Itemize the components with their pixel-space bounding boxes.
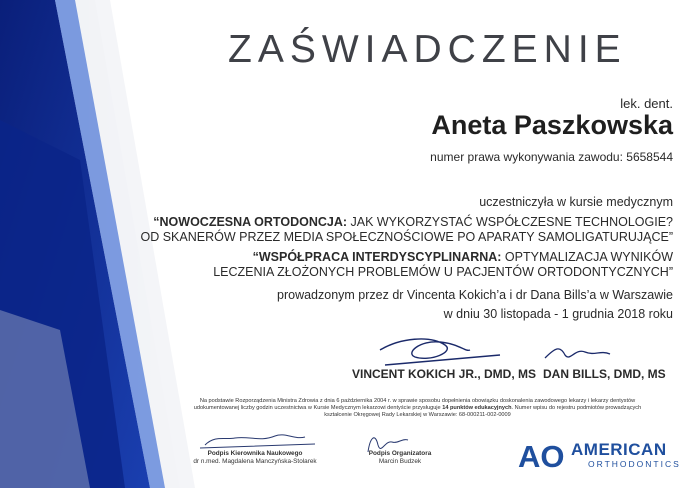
course1-rest: JAK WYKORZYSTAĆ WSPÓŁCZESNE TECHNOLOGIE? [347,215,673,229]
logo-subtitle: ORTHODONTICS [588,459,681,469]
scientific-director-role: Podpis Kierownika Naukowego [207,450,303,457]
logo-name: AMERICAN [571,440,667,459]
course-title-1 [141,215,674,245]
signature-scientific-scribble [200,435,315,448]
course1-line2: OD SKANERÓW PRZEZ MEDIA SPOŁECZNOŚCIOWE PO APARATY SAMOLIGATURUJĄCE” [140,230,673,244]
course2-rest: OPTYMALIZACJA WYNIKÓW [501,250,673,264]
certificate-title: ZAŚWIADCZENIE [228,28,627,71]
signature-name-bills: DAN BILLS, DMD, MS [543,367,666,381]
course-date: w dniu 30 listopada - 1 grudnia 2018 roku [443,307,673,321]
signature-name-kokich: VINCENT KOKICH JR., DMD, MS [352,367,537,381]
organizer-signature [350,450,450,466]
organizer-name: Marcin Budzek [378,458,422,465]
signature-bills-scribble [545,349,610,358]
course-title-2 [213,250,673,280]
legal-line-3: kształcenie Okręgowej Rady Lekarskiej w Warszawie: 68-000211-002-0009 [324,412,511,418]
license-number: 5658544 [626,150,673,164]
legal-line-1: Na podstawie Rozporządzenia Ministra Zdrowia z dnia 6 października 2004 r. w sprawie sposobu dopełnienia obowiązku doskonalenia zawodowego lekarzy i lekarzy dentystów [199,398,636,404]
logo-mark-ao: AO [518,439,565,473]
legal-notice [150,398,685,419]
lecturers-text: prowadzonym przez dr Vincenta Kokich’a i dr Dana Bills’a w Warszawie [277,288,673,302]
degree-label: lek. dent. [620,96,673,111]
scientific-director-signature [180,450,330,466]
course1-bold: “NOWOCZESNA ORTODONCJA: [153,215,348,229]
license-label: numer prawa wykonywania zawodu: [430,150,623,164]
recipient-name: Aneta Paszkowska [431,110,673,140]
legal-points: 14 punktów edukacyjnych [442,405,512,411]
organizer-role: Podpis Organizatora [368,450,432,457]
participation-text: uczestniczyła w kursie medycznym [479,195,673,209]
scientific-director-name: dr n.med. Magdalena Manczyńska-Stolarek [193,458,317,465]
legal-line-2b: . Numer wpisu do rejestru podmiotów prowadzących [511,405,642,411]
signature-kokich-scribble [380,339,500,365]
course2-bold: “WSPÓŁPRACA INTERDYSCYPLINARNA: [252,250,502,264]
legal-line-2a: udokumentowanej liczby godzin uczestnictwa w Kursie Medycznym lekarzowi dentyście przysługuje [193,405,441,411]
course2-line2: LECZENIA ZŁOŻONYCH PROBLEMÓW U PACJENTÓW ORTODONTYCZNYCH” [213,265,673,279]
license-line [430,150,673,164]
